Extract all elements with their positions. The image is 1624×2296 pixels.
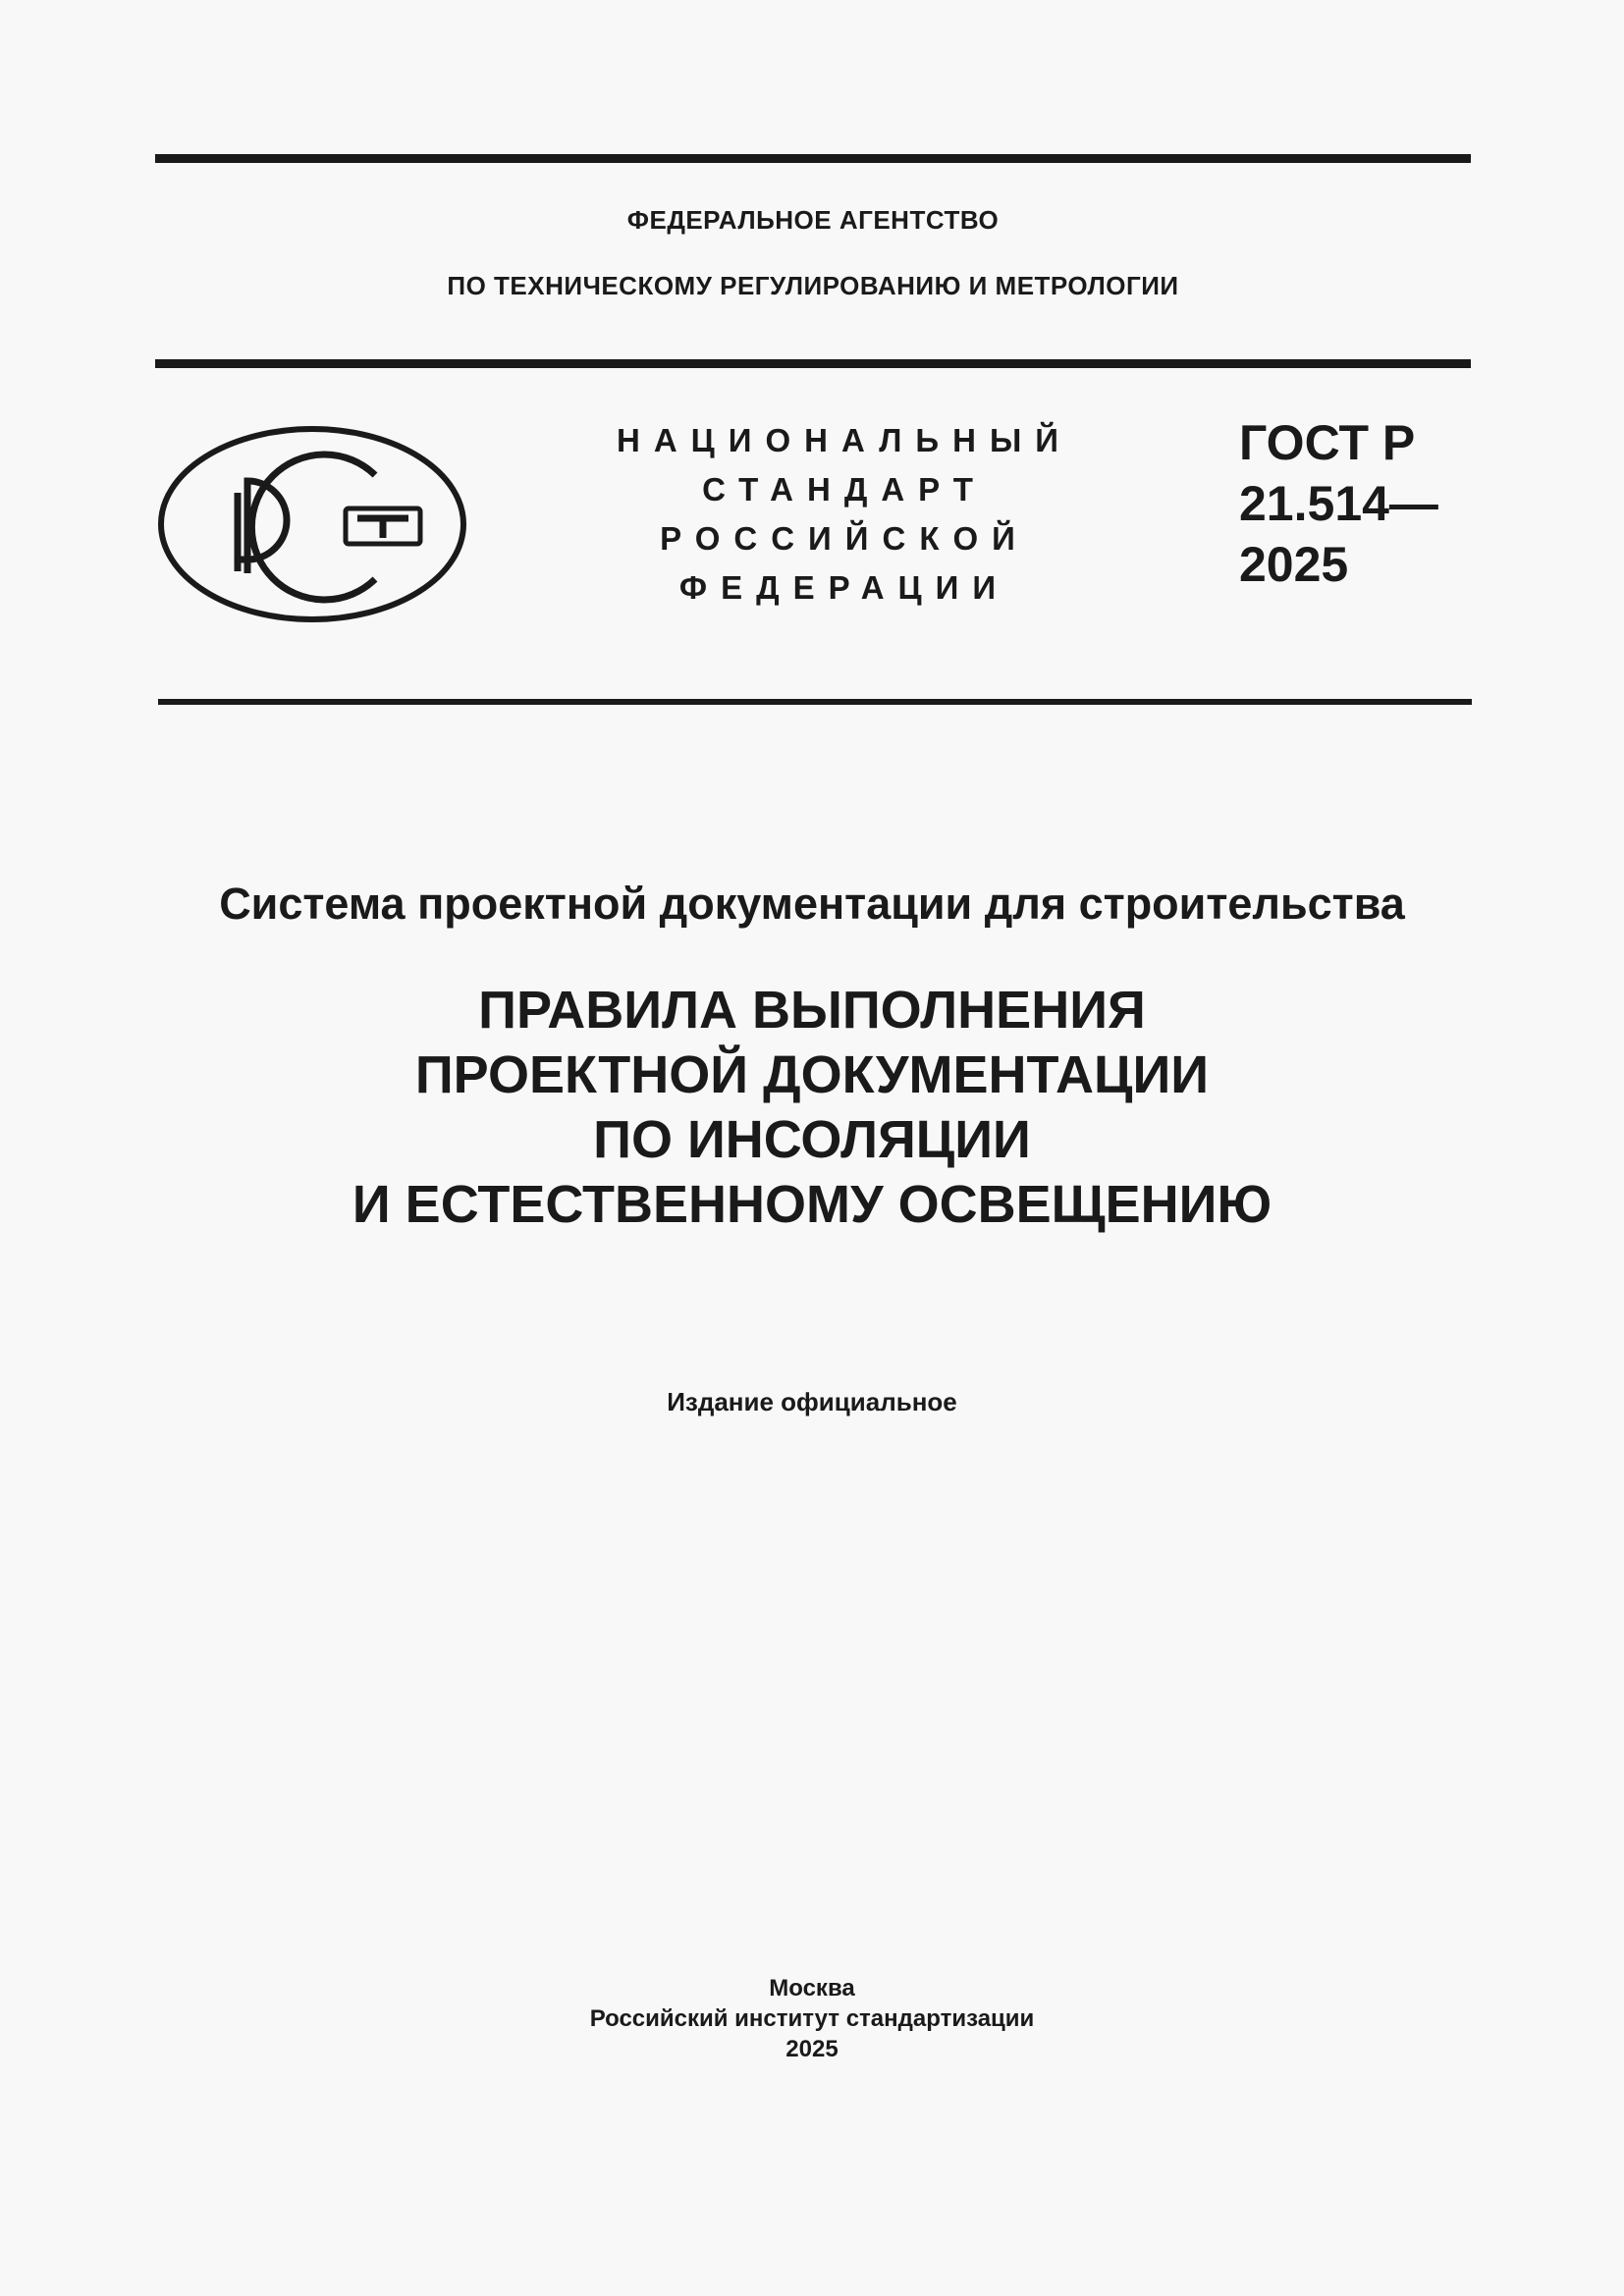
standard-code-line-2: 21.514— [1239,476,1438,531]
standard-code-line-1: ГОСТ Р [1239,415,1416,470]
title-line-4: И ЕСТЕСТВЕННОМУ ОСВЕЩЕНИЮ [352,1175,1272,1234]
title-line-1: ПРАВИЛА ВЫПОЛНЕНИЯ [478,981,1146,1040]
header-bottom-rule [155,359,1471,368]
series-title: Система проектной документации для строительства [219,879,1405,929]
top-rule [155,154,1471,163]
national-line-2: СТАНДАРТ [702,471,987,507]
national-standard-label [589,416,1100,613]
title-line-3: ПО ИНСОЛЯЦИИ [593,1110,1031,1169]
national-line-4: ФЕДЕРАЦИИ [678,569,1010,606]
agency-name-line2: ПО ТЕХНИЧЕСКОМУ РЕГУЛИРОВАНИЮ И МЕТРОЛОГИИ [447,271,1179,300]
standard-code-line-3: 2025 [1239,537,1349,592]
document-title [98,978,1526,1237]
national-line-3: РОССИЙСКОЙ [660,520,1029,557]
masthead-bottom-rule [158,699,1472,705]
imprint-publisher: Российский институт стандартизации [589,2005,1035,2032]
agency-name-line1: ФЕДЕРАЛЬНОЕ АГЕНТСТВО [626,205,1000,235]
title-line-2: ПРОЕКТНОЙ ДОКУМЕНТАЦИИ [414,1045,1210,1104]
edition-label: Издание официальное [667,1387,957,1416]
national-line-1: НАЦИОНАЛЬНЫЙ [617,422,1072,458]
rst-certification-mark-icon [157,424,471,624]
standard-code [1239,412,1438,595]
imprint [98,1973,1526,2064]
imprint-year: 2025 [785,2036,839,2062]
imprint-city: Москва [769,1975,855,2002]
